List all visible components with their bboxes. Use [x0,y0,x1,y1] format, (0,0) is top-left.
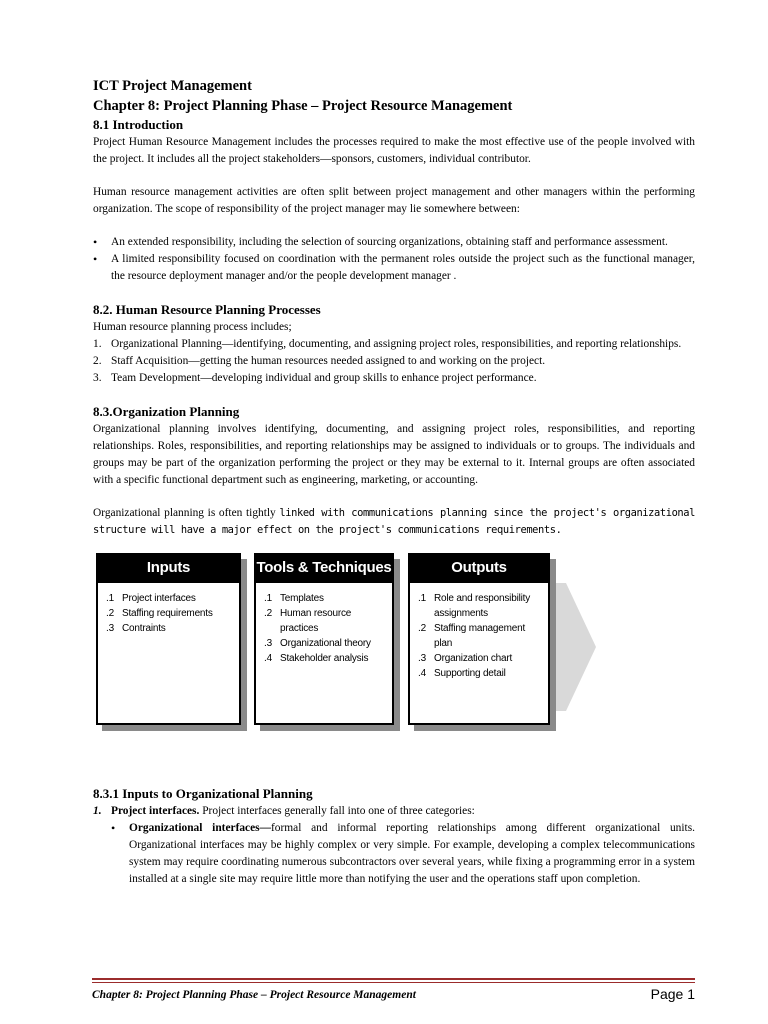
intro-paragraph-1: Project Human Resource Management includes the processes required to make the most effective use of the people involved with the project. It includes all the project stakeholders—sponsors, customers, individual contributor. [93,136,695,165]
tools-header: Tools & Techniques [254,553,394,583]
intro-paragraph-2: Human resource management activities are often split between project management and other managers within the performing organization. The scope of responsibility of the project manager may lie somewhere between: [93,186,695,215]
tools-column [254,553,394,729]
document-page [93,76,695,888]
section-title-hr-planning: 8.2. Human Resource Planning Processes [93,302,321,317]
item-number: .1 [264,593,272,604]
bullet-text: formal and informal reporting relationships among different organizational units. Organizational interfaces may be highly complex or very simple. For example, developing a complex telecommunications system may require coordinating numerous subcontractors over several years, while fixing a programming error in a system installed at a single site may require little more than notifying the user and the operations staff upon completion. [129,822,695,885]
item-text: Human resource practices [280,608,352,634]
inputs-column [96,553,241,729]
item-number: .3 [264,638,272,649]
interfaces-bullet-item [111,820,695,888]
footer-divider [92,982,695,983]
item-label: Project interfaces. [111,805,200,817]
outputs-item [418,591,540,621]
chapter-title: Chapter 8: Project Planning Phase – Project Resource Management [93,98,513,114]
list-number: 1. [93,805,102,817]
intro-bullet-item: • A limited responsibility focused on coordination with the permanent roles outside the project such as the functional manager, the resource deployment manager and/or the people development manager . [93,251,695,285]
inputs-item [106,591,231,606]
inputs-list [106,591,231,636]
item-text: Contraints [122,623,166,634]
course-title: ICT Project Management [93,78,252,94]
item-number: .4 [264,653,272,664]
item-text: Supporting detail [434,668,506,679]
hrp-process-list [93,336,695,387]
intro-bullet-list [93,234,695,285]
org-paragraph-2 [93,505,695,539]
section-title-introduction: 8.1 Introduction [93,117,184,132]
item-number: .2 [106,608,114,619]
item-number: .1 [418,593,426,604]
page-number: Page 1 [650,986,695,1002]
tools-list [264,591,384,666]
section-title-organization-planning: 8.3.Organization Planning [93,404,240,419]
tools-item [264,606,384,636]
item-text: Templates [280,593,324,604]
itto-diagram [96,553,596,733]
outputs-list [418,591,540,681]
item-text: Staffing management plan [434,623,526,649]
item-text: Organizational theory [280,638,371,649]
tools-box [254,583,394,725]
intro-bullet-item: • An extended responsibility, including the selection of sourcing organizations, obtaining staff and performance assessment. [93,234,695,251]
item-number: .3 [106,623,114,634]
section-title-inputs-org-planning: 8.3.1 Inputs to Organizational Planning [93,786,313,801]
item-number: .3 [418,653,426,664]
item-text: Project interfaces [122,593,196,604]
item-number: .2 [418,623,426,634]
org-paragraph-1: Organizational planning involves identifying, documenting, and assigning project roles, responsibilities, and reporting relationships. Roles, responsibilities, and reporting relationships may be assigned to individuals or to groups. The individuals and groups may be part of the organization performing the project or they may be external to it. Internal groups are often associated with a specific functional department such as engineering, marketing, or accounting. [93,423,695,486]
interfaces-bullet-list [111,820,695,888]
hrp-process-item [93,353,695,370]
item-text: Stakeholder analysis [280,653,369,664]
outputs-item [418,666,540,681]
org-paragraph-2-lead: Organizational planning is often tightly [93,507,280,519]
outputs-column [408,553,550,729]
inputs-category-list [93,803,695,820]
hrp-lead: Human resource planning process includes; [93,321,292,333]
outputs-header: Outputs [408,553,550,583]
item-number: .1 [106,593,114,604]
page-footer [92,988,695,1006]
list-text: Staff Acquisition—getting the human resources needed assigned to and working on the project. [111,355,546,367]
tools-item [264,636,384,651]
list-number: 2. [93,355,102,367]
item-text: Project interfaces generally fall into one of three categories: [199,805,475,817]
list-number: 3. [93,372,102,384]
footer-divider [92,978,695,980]
list-text: Team Development—developing individual and group skills to enhance project performance. [111,372,537,384]
list-text: Organizational Planning—identifying, documenting, and assigning project roles, responsibilities, and reporting relationships. [111,338,682,350]
item-text: Role and responsibility assignments [434,593,531,619]
item-text: Organization chart [434,653,513,664]
org-paragraph-2-rest: linked with communications planning since the project's organizational structure will have a major effect on the project's communications requirements. [93,507,696,536]
inputs-header: Inputs [96,553,241,583]
item-number: .4 [418,668,426,679]
item-text: Staffing requirements [122,608,213,619]
hrp-process-item [93,370,695,387]
outputs-item [418,621,540,651]
hrp-process-item [93,336,695,353]
footer-chapter-title: Chapter 8: Project Planning Phase – Project Resource Management [92,989,416,1001]
inputs-item [106,621,231,636]
tools-item [264,651,384,666]
item-number: .2 [264,608,272,619]
outputs-item [418,651,540,666]
bullet-label: Organizational interfaces— [129,822,271,834]
outputs-box [408,583,550,725]
inputs-box [96,583,241,725]
inputs-item [106,606,231,621]
inputs-category-item [93,803,695,820]
list-number: 1. [93,338,102,350]
tools-item [264,591,384,606]
